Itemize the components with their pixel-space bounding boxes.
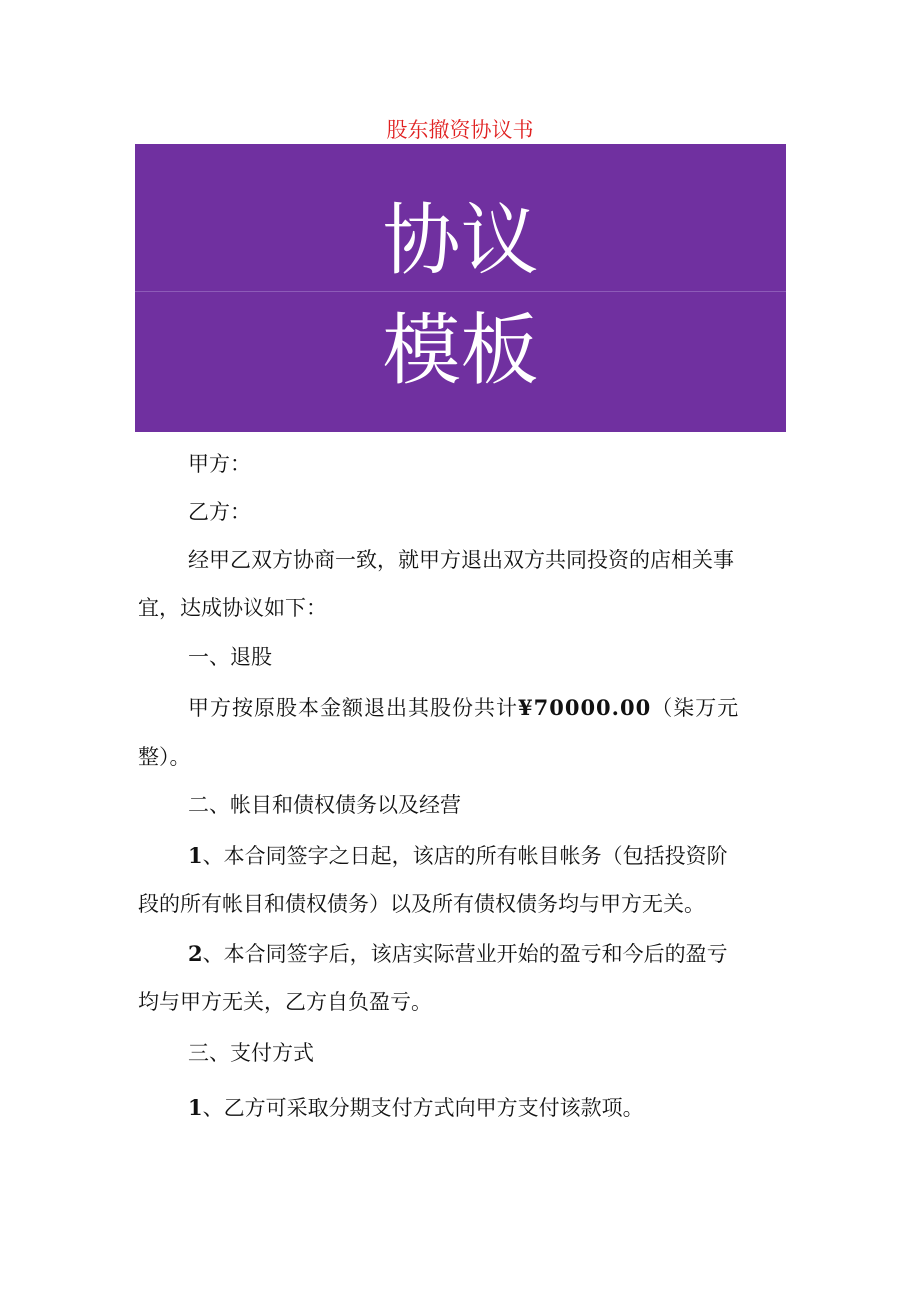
section-1-title: 一、退股 (188, 645, 272, 669)
section-2-item-1 (138, 831, 836, 881)
withdraw-amount: ¥70000.00 (518, 695, 652, 720)
section-2-item-1-line-2: 段的所有帐目和债权债务）以及所有债权债务均与甲方无关。 (138, 892, 705, 916)
section-2-title: 二、帐目和债权债务以及经营 (188, 793, 461, 817)
document-title: 股东撤资协议书 (386, 118, 534, 142)
banner-line-2: 模板 (382, 306, 539, 396)
item-number: 1 (188, 1095, 203, 1120)
intro-line-2: 宜，达成协议如下： (138, 596, 327, 620)
section-3-item-1 (138, 1083, 836, 1133)
section-1-text-post: （柒万元 (651, 696, 740, 720)
item-text: 、本合同签字后，该店实际营业开始的盈亏和今后的盈亏 (202, 942, 728, 966)
banner-line-1: 协议 (382, 196, 539, 286)
section-2-item-2 (138, 929, 836, 979)
item-text: 、本合同签字之日起，该店的所有帐目帐务（包括投资阶 (202, 844, 728, 868)
section-3-title: 三、支付方式 (188, 1041, 314, 1065)
banner-divider (135, 291, 786, 292)
section-2-item-2-line-2: 均与甲方无关，乙方自负盈亏。 (138, 990, 432, 1014)
title-banner (135, 144, 786, 432)
party-b-label: 乙方： (188, 500, 251, 524)
party-a-label: 甲方： (188, 452, 251, 476)
item-number: 1 (188, 843, 203, 868)
intro-line-1: 经甲乙双方协商一致，就甲方退出双方共同投资的店相关事 (188, 548, 734, 572)
section-1-text: 甲方按原股本金额退出其股份共计 (188, 696, 518, 720)
section-1-paragraph (138, 683, 836, 733)
item-text: 、乙方可采取分期支付方式向甲方支付该款项。 (202, 1096, 644, 1120)
item-number: 2 (188, 941, 203, 966)
section-1-line-2: 整）。 (138, 745, 191, 769)
